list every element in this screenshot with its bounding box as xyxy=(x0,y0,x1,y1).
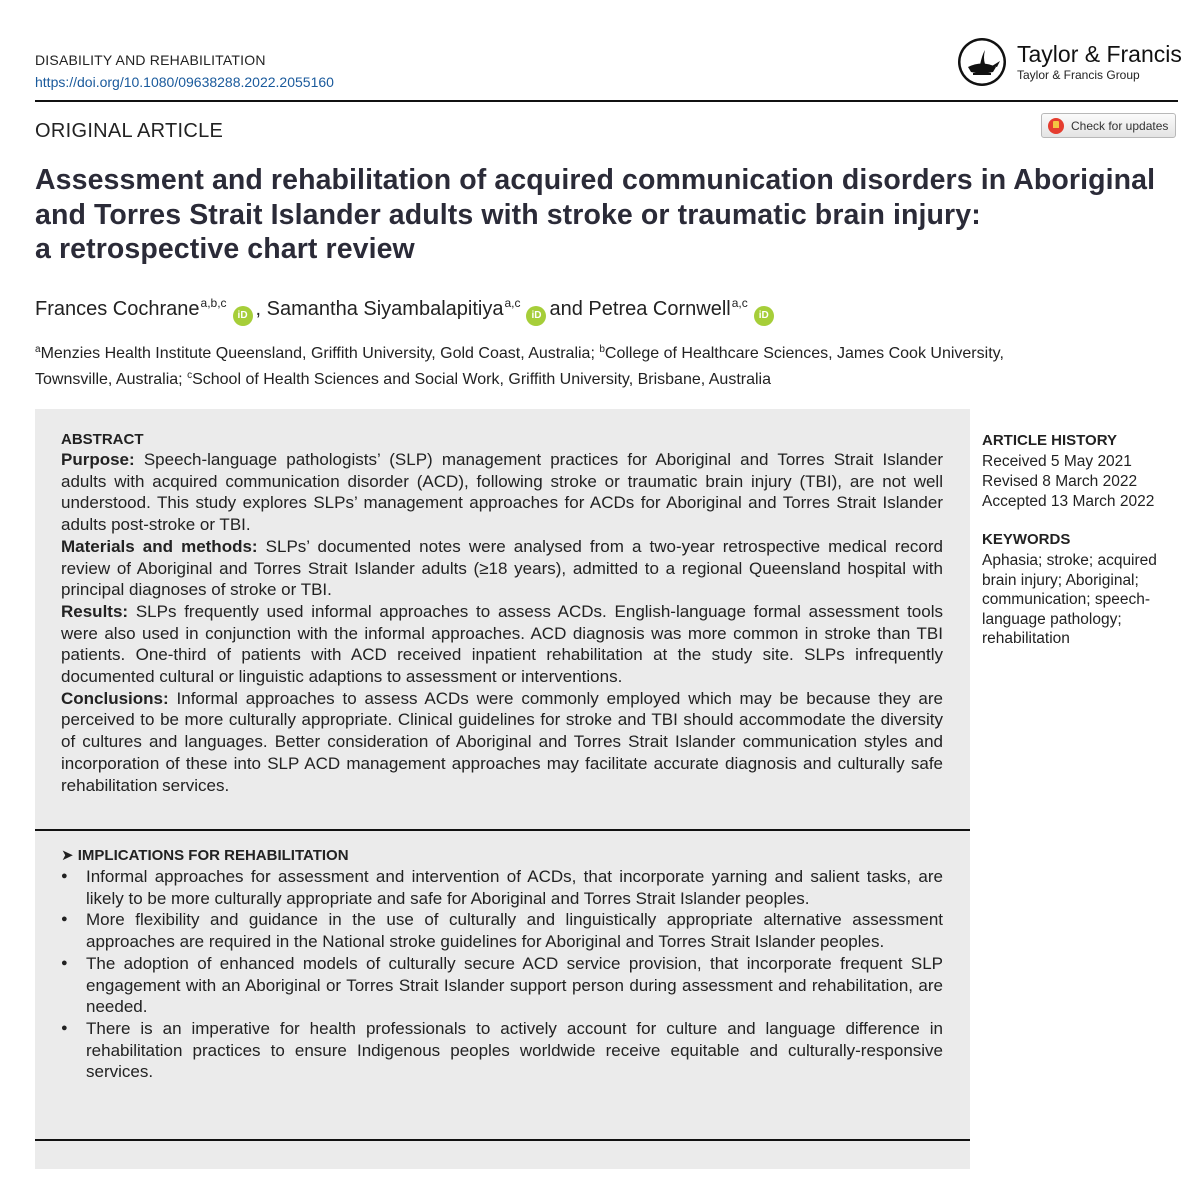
keywords-text: Aphasia; stroke; acquired brain injury; Aboriginal; communication; speech-language pathology; rehabilitation xyxy=(982,552,1157,648)
article-history xyxy=(982,431,1182,512)
publisher-name: Taylor & Francis xyxy=(1017,41,1182,67)
author-affiliation-mark: a,c xyxy=(504,296,521,310)
orcid-icon[interactable]: iD xyxy=(233,306,253,326)
publisher-group: Taylor & Francis Group xyxy=(1017,68,1140,82)
author-separator: and xyxy=(549,298,583,320)
author-separator: , xyxy=(255,298,262,320)
journal-name: DISABILITY AND REHABILITATION xyxy=(35,52,266,68)
panel-footer xyxy=(35,1141,970,1169)
teapot-lamp-icon xyxy=(956,36,1008,88)
title-line: and Torres Strait Islander adults with stroke or traumatic brain injury: xyxy=(35,198,981,231)
author-name[interactable]: Frances Cochrane xyxy=(35,298,200,320)
publisher-logo[interactable] xyxy=(956,36,1182,88)
abstract-heading: ABSTRACT xyxy=(61,431,144,448)
author-name[interactable]: Samantha Siyambalapitiya xyxy=(266,298,504,320)
list-item: ● The adoption of enhanced models of culturally secure ACD service provision, that incorporate frequent SLP engagement with an Aboriginal or Torres Strait Islander support person during assessment and rehabilitation, are needed. xyxy=(61,953,943,1018)
header-divider xyxy=(35,100,1178,102)
history-revised: Revised 8 March 2022 xyxy=(982,473,1138,490)
list-item: ● There is an imperative for health professionals to actively account for culture and language difference in rehabilitation practices to ensure Indigenous peoples worldwide receive equitable and culturally-responsive services. xyxy=(61,1018,943,1083)
list-item: ● More flexibility and guidance in the use of culturally and linguistically appropriate alternative assessment approaches are required in the National stroke guidelines for Aboriginal and Torres Strait Islander peoples. xyxy=(61,909,943,952)
article-type: ORIGINAL ARTICLE xyxy=(35,120,224,142)
orcid-icon[interactable]: iD xyxy=(754,306,774,326)
affiliation-line-2: Townsville, Australia; $^c$School of Health Sciences and Social Work, Griffith University, Brisbane, Australia xyxy=(35,370,772,388)
abstract-purpose: Purpose: Speech-language pathologists’ (SLP) management practices for Aboriginal and Torres Strait Islander adults with acquired communication disorder (ACD), following stroke or traumatic brain injury (TBI), are not well understood. This study explores SLPs’ management approaches for ACDs for Aboriginal and Torres Strait Islander adults post-stroke or TBI. xyxy=(61,450,943,535)
title-line: a retrospective chart review xyxy=(35,233,415,265)
history-accepted: Accepted 13 March 2022 xyxy=(982,493,1155,510)
author-name[interactable]: Petrea Cornwell xyxy=(588,298,731,320)
abstract-results: Results: SLPs frequently used informal approaches to assess ACDs. English-language formal assessment tools were also used in conjunction with the informal approaches. ACD diagnosis was more common in stroke than TBI patients. One-third of patients with ACD received inpatient rehabilitation at the study site. SLPs infrequently documented cultural or linguistic adaptions to assessment or interventions. xyxy=(61,601,943,687)
check-for-updates-label: Check for updates xyxy=(1071,118,1169,133)
author-list xyxy=(35,296,777,326)
article-title xyxy=(35,163,1175,267)
abstract-methods: Materials and methods: SLPs’ documented notes were analysed from a two-year retrospective medical record review of Aboriginal and Torres Strait Islander adults (≥18 years), admitted to a regional Queensland hospital with principal diagnoses of stroke or TBI. xyxy=(61,536,943,600)
orcid-icon[interactable]: iD xyxy=(526,306,546,326)
author-affiliation-mark: a,b,c xyxy=(200,296,227,310)
abstract-conclusions: Conclusions: Informal approaches to assess ACDs were commonly employed which may be because they are perceived to be more culturally appropriate. Clinical guidelines for stroke and TBI should accommodate the diversity of cultures and languages. Better consideration of Aboriginal and Torres Strait Islander communication styles and incorporation of these into SLP ACD management approaches may facilitate accurate diagnosis and culturally safe rehabilitation services. xyxy=(61,688,943,795)
keywords-heading: KEYWORDS xyxy=(982,531,1071,548)
keywords xyxy=(982,530,1178,649)
author-affiliation-mark: a,c xyxy=(731,296,748,310)
history-received: Received 5 May 2021 xyxy=(982,453,1132,470)
implications-list xyxy=(61,866,943,1083)
doi-link[interactable]: https://doi.org/10.1080/09638288.2022.2055160 xyxy=(35,74,334,90)
check-for-updates-button[interactable] xyxy=(1041,113,1176,138)
implications-heading: ➤ IMPLICATIONS FOR REHABILITATION xyxy=(61,847,349,864)
list-item: ● Informal approaches for assessment and intervention of ACDs, that incorporate yarning and salient tasks, are likely to be more culturally appropriate and safe for Aboriginal and Torres Strait Islander peoples. xyxy=(61,866,943,909)
affiliation-line-1: $^a$Menzies Health Institute Queensland, Griffith University, Gold Coast, Australia; $^b$College of Healthcare Sciences, James Cook University, xyxy=(35,344,1004,362)
title-line: Assessment and rehabilitation of acquired communication disorders in Aboriginal xyxy=(35,164,1156,196)
crossmark-icon xyxy=(1048,118,1064,134)
abstract xyxy=(61,430,943,796)
affiliations xyxy=(35,339,1175,391)
history-heading: ARTICLE HISTORY xyxy=(982,432,1118,449)
